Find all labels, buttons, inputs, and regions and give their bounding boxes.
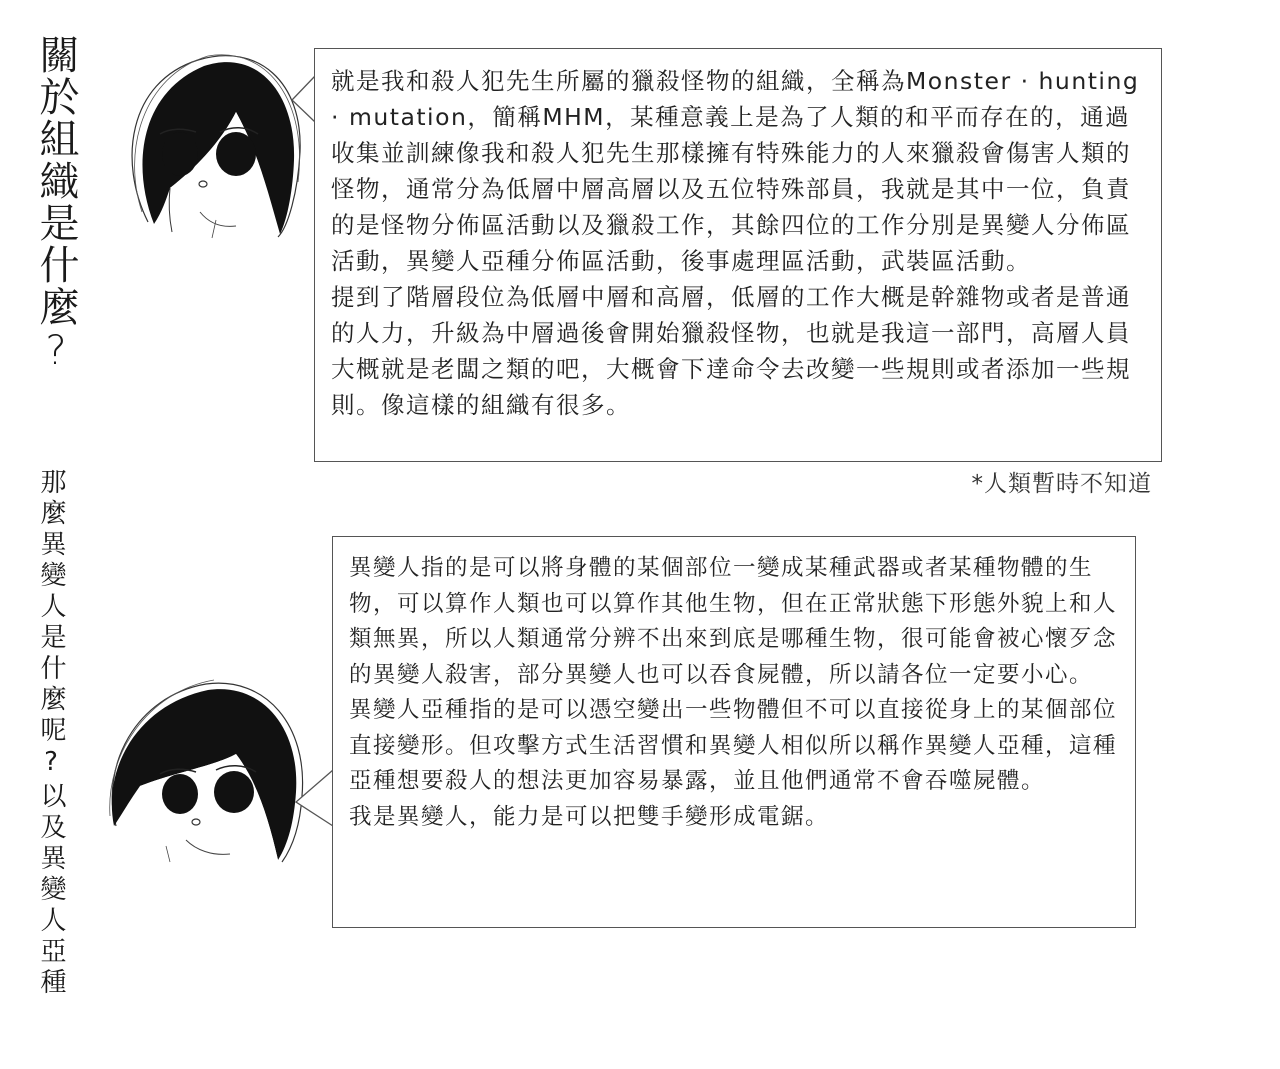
dialogue-paragraph: 異變人指的是可以將身體的某個部位一變成某種武器或者某種物體的生物，可以算作人類也可以算作其他生物，但在正常狀態下形態外貌上和人類無異，所以人類通常分辨不出來到底是哪種生物，很可能會被心懷歹念的異變人殺害，部分異變人也可以吞食屍體，所以請各位一定要小心。 [349,555,1118,688]
speech-bubble-organization [314,48,1162,462]
dialogue-paragraph: 提到了階層段位為低層中層和高層，低層的工作大概是幹雜物或者是普通的人力，升級為中層過後會開始獵殺怪物，也就是我這一部門，高層人員大概就是老闆之類的吧，大概會下達命令去改變一些規則或者添加一些規則。像這樣的組織有很多。 [331,283,1131,419]
section-title-organization: 關於組織是什麼? [33,34,79,376]
girl-face-illustration [108,42,308,242]
speech-bubble-mutants [332,536,1136,928]
speech-bubble-tail [294,770,336,826]
girl-face-illustration [96,676,308,866]
section-title-mutants: 那麼異變人是什麼呢?以及異變人亞種 [36,468,66,999]
dialogue-paragraph: 就是我和殺人犯先生所屬的獵殺怪物的組織，全稱為Monster · hunting · mutation，簡稱MHM，某種意義上是為了人類的和平而存在的，通過收集並訓練像我和殺人犯先生那樣擁有特殊能力的人來獵殺會傷害人類的怪物，通常分為低層中層高層以及五位特殊部員，我就是其中一位，負責的是怪物分佈區活動以及獵殺工作，其餘四位的工作分別是異變人分佈區活動，異變人亞種分佈區活動，後事處理區活動，武裝區活動。 [331,67,1140,275]
dialogue-paragraph: 異變人亞種指的是可以憑空變出一些物體但不可以直接從身上的某個部位直接變形。但攻擊方式生活習慣和異變人相似所以稱作異變人亞種，這種亞種想要殺人的想法更加容易暴露，並且他們通常不會吞噬屍體。 [349,697,1118,794]
footnote: *人類暫時不知道 [971,471,1152,497]
dialogue-paragraph: 我是異變人，能力是可以把雙手變形成電鋸。 [349,803,830,830]
